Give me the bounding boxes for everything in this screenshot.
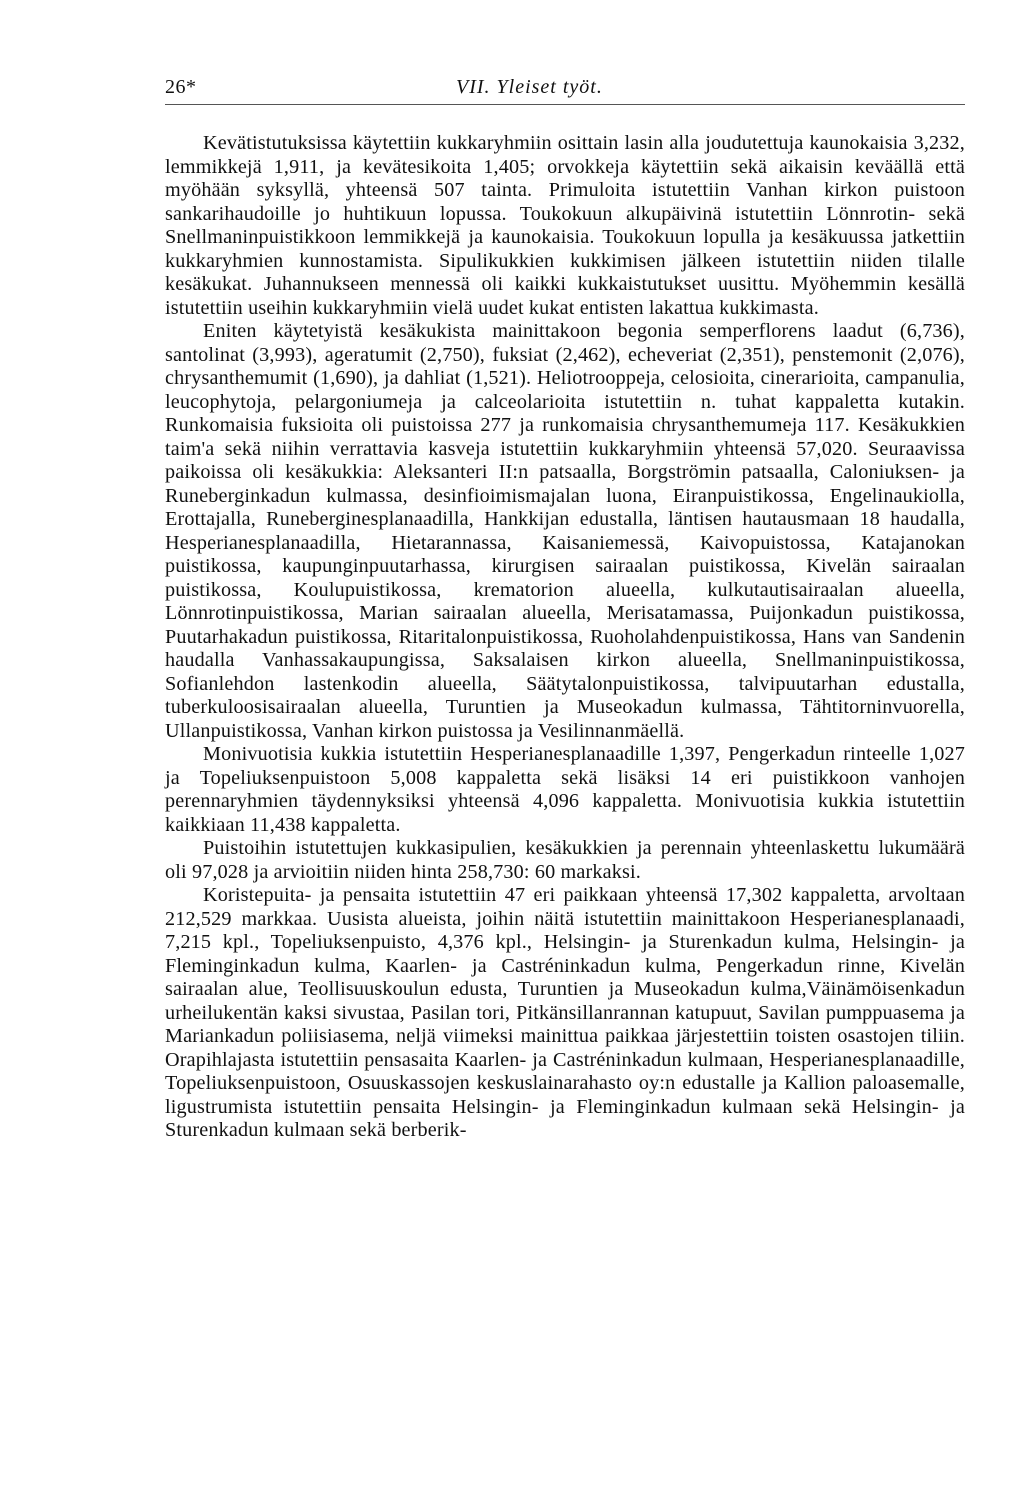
document-page <box>165 70 965 1143</box>
paragraph-ornamental-trees: Koristepuita- ja pensaita istutettiin 47 eri paikkaan yhteensä 17,302 kappaletta, arvoltaan 212,529 markkaa. Uusista alueista, joihin näitä istutettiin mainittakoon Hesperianesplanaadi, 7,215 kpl., Topeliuksenpuisto, 4,376 kpl., Helsingin- ja Sturenkadun kulma, Helsingin- ja Fleminginkadun kulma, Kaarlen- ja Castréninkadun kulma, Pengerkadun rinne, Kivelän sairaalan alue, Teollisuuskoulun edusta, Turuntien ja Museokadun kulma,Väinämöisenkadun urheilukentän kaksi sivustaa, Pasilan tori, Pitkänsillanrannan katupuut, Savilan pumppuasema ja Mariankadun poliisiasema, neljä viimeksi mainittua paikkaa järjestettiin toisten osastojen tiliin. Orapihlajasta istutettiin pensasaita Kaarlen- ja Castréninkadun kulmaan, Hesperianesplanaadille, Topeliuksenpuistoon, Osuuskassojen keskuslainarahasto oy:n edustalle ja Kallion paloasemalle, ligustrumista istutettiin pensaita Helsingin- ja Fleminginkadun kulmaan sekä Helsingin- ja Sturenkadun kulmaan sekä berberik- <box>165 884 965 1141</box>
section-title: VII. Yleiset työt. <box>456 76 603 98</box>
paragraph-summer-flowers: Eniten käytetyistä kesäkukista mainittakoon begonia semperflorens laadut (6,736), santolinat (3,993), ageratumit (2,750), fuksiat (2,462), echeveriat (2,351), penstemonit (2,076), chrysanthemumit (1,690), ja dahliat (1,521). Heliotrooppeja, celosioita, cinerarioita, campanulia, leucophytoja, pelargoniumeja ja calceolarioita istutettiin n. tuhat kappaletta kutakin. Runkomaisia fuksioita oli puistoissa 277 ja runkomaisia chrysanthemumeja 117. Kesäkukkien taim'a sekä niihin verrattavia kasveja istutettiin kukkaryhmiin yhteensä 57,020. Seuraavissa paikoissa oli kesäkukkia: Aleksanteri II:n patsaalla, Borgströmin patsaalla, Caloniuksen- ja Runeberginkadun kulmassa, desinfioimismajalan luona, Eiranpuistikossa, Engelinaukiolla, Erottajalla, Runeberginesplanaadilla, Hankkijan edustalla, läntisen hautausmaan 18 haudalla, Hesperianesplanaadilla, Hietarannassa, Kaisaniemessä, Kaivopuistossa, Katajanokan puistikossa, kaupunginpuutarhassa, kirurgisen sairaalan puistikossa, Kivelän sairaalan puistikossa, Koulupuistikossa, krematorion alueella, kulkutautisairaalan alueella, Lönnrotinpuistikossa, Marian sairaalan alueella, Merisatamassa, Puijonkadun puistikossa, Puutarhakadun puistikossa, Ritaritalonpuistikossa, Ruoholahdenpuistikossa, Hans van Sandenin haudalla Vanhassakaupungissa, Saksalaisen kirkon alueella, Snellmaninpuistikossa, Sofianlehdon lastenkodin alueella, Säätytalonpuistikossa, talvipuutarhan edustalla, tuberkuloosisairaalan alueella, Turuntien ja Museokadun kulmassa, Tähtitorninvuorella, Ullanpuistikossa, Vanhan kirkon puistossa ja Vesilinnanmäellä. <box>165 320 965 742</box>
paragraph-spring-plantings: Kevätistutuksissa käytettiin kukkaryhmiin osittain lasin alla joudutettuja kaunokaisia 3,232, lemmikkejä 1,911, ja kevätesikoita 1,405; orvokkeja käytettiin sekä aikaisin keväällä että myöhään syksyllä, yhteensä 507 tainta. Primuloita istutettiin Vanhan kirkon puistoon sankarihaudoille jo huhtikuun lopussa. Toukokuun alkupäivinä istutettiin Lönnrotin- sekä Snellmaninpuistikkoon lemmikkejä ja kaunokaisia. Toukokuun lopulla ja kesäkuussa jatkettiin kukkaryhmien kunnostamista. Sipulikukkien kukkimisen jälkeen istutettiin niiden tilalle kesäkukat. Juhannukseen mennessä oli kaikki kukkaistutukset uusittu. Myöhemmin kesällä istutettiin useihin kukkaryhmiin vielä uudet kukat entisten lakattua kukkimasta. <box>165 132 965 319</box>
paragraph-total-count: Puistoihin istutettujen kukkasipulien, kesäkukkien ja perennain yhteenlaskettu lukumäärä oli 97,028 ja arvioitiin niiden hinta 258,730: 60 markaksi. <box>165 837 965 883</box>
page-number: 26* <box>165 76 197 98</box>
paragraph-perennials: Monivuotisia kukkia istutettiin Hesperianesplanaadille 1,397, Pengerkadun rinteelle 1,027 ja Topeliuksenpuistoon 5,008 kappaletta sekä lisäksi 14 eri puistikkoon vanhojen perennaryhmien täydennyksiksi yhteensä 4,096 kappaletta. Monivuotisia kukkia istutettiin kaikkiaan 11,438 kappaletta. <box>165 743 965 836</box>
header-rule <box>165 104 965 105</box>
running-header <box>165 70 965 106</box>
body-text <box>165 132 965 1143</box>
